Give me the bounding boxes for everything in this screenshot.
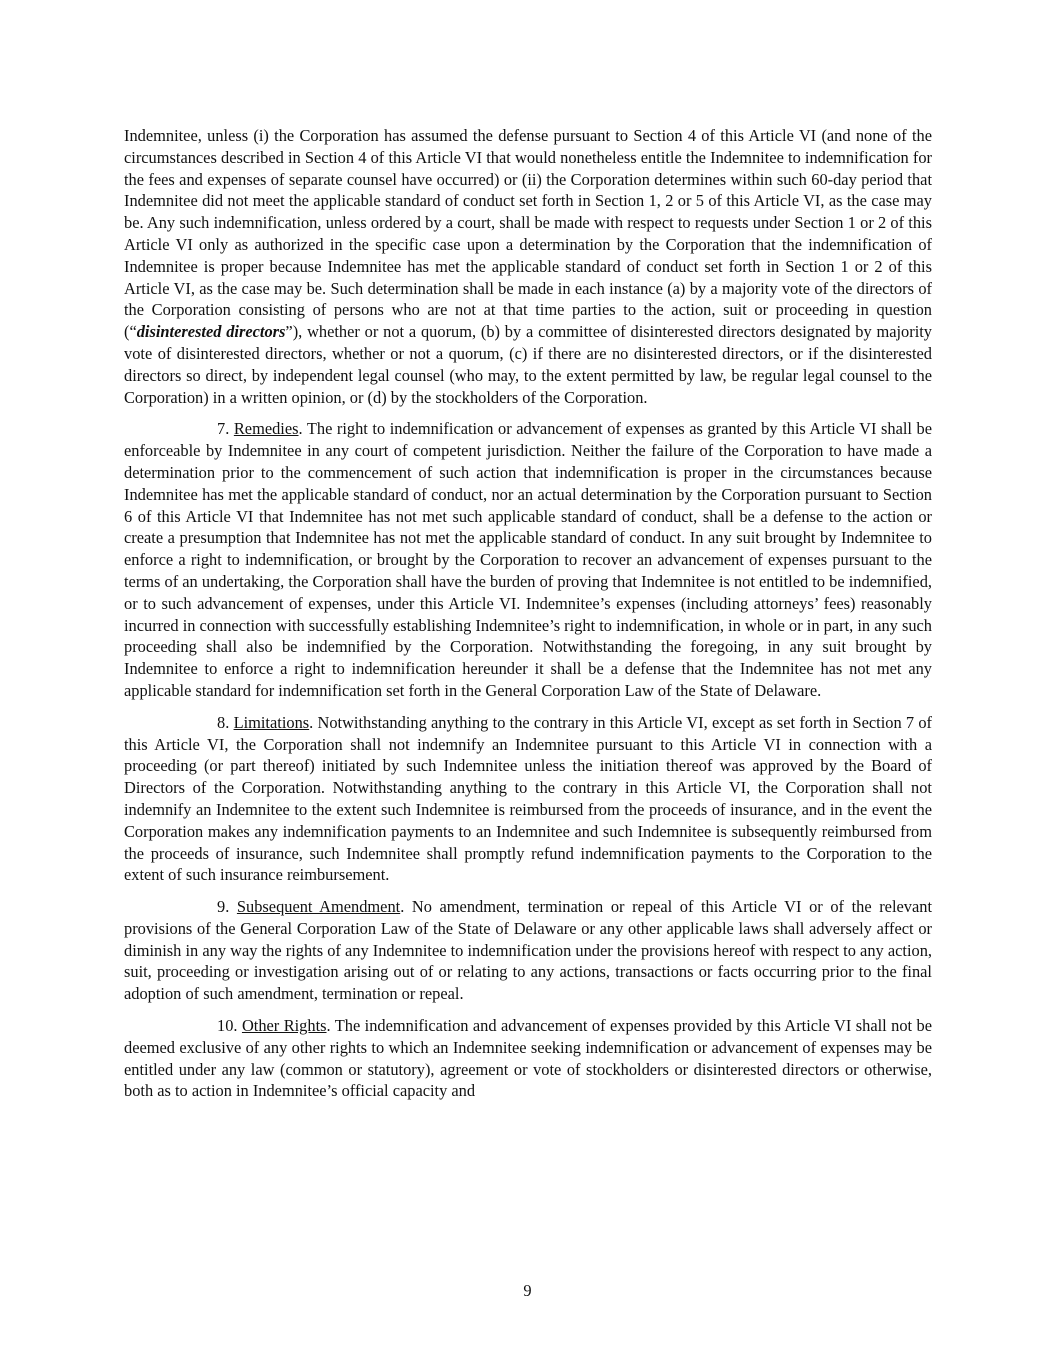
section-text: . No amendment, termination or repeal of this Article VI or of the relevant provisions of the General Corporation Law of the State of Delaware or any other applicable laws shall adversely affect or diminish in any way the rights of any Indemnitee to indemnification under the provisions hereof with respect to any action, suit, proceeding or investigation arising out of or relating to any actions, transactions or facts occurring prior to the final adoption of such amendment, termination or repeal. [124,897,932,1004]
section-9-subsequent-amendment [124,896,932,1005]
section-number: 9. [217,897,237,917]
section-number: 7. [217,419,234,439]
paragraph-continuation [124,125,932,408]
section-8-limitations [124,712,932,886]
section-number: 10. [217,1016,242,1036]
section-heading: Remedies [233,419,299,439]
paragraph-text: Indemnitee, unless (i) the Corporation has assumed the defense pursuant to Section 4 of this Article VI (and none of the circumstances described in Section 4 of this Article VI that would nonetheless entitle the Indemnitee to indemnification for the fees and expenses of separate counsel have occurred) or (ii) the Corporation determines within such 60-day period that Indemnitee did not meet the applicable standard of conduct set forth in Section 1, 2 or 5 of this Article VI, as the case may be. Any such indemnification, unless ordered by a court, shall be made with respect to requests under Section 1 or 2 of this Article VI only as authorized in the specific case upon a determination by the Corporation that the indemnification of Indemnitee is proper because Indemnitee has met the applicable standard of conduct set forth in Section 1 or 2 of this Article VI, as the case may be. Such determination shall be made in each instance (a) by a majority vote of the directors of the Corporation consisting of persons who are not at that time parties to the action, suit or proceeding in question (“ [124,126,932,342]
section-7-remedies [124,418,932,701]
section-text: . The right to indemnification or advancement of expenses as granted by this Article VI shall be enforceable by Indemnitee in any court of competent jurisdiction. Neither the failure of the Corporation to have made a determination prior to the commencement of such action that indemnification is proper in the circumstances because Indemnitee has met the applicable standard of conduct, nor an actual determination by the Corporation pursuant to Section 6 of this Article VI that Indemnitee has not met such applicable standard of conduct, shall be a defense to the action or create a presumption that Indemnitee has not met the applicable standard of conduct. In any suit brought by Indemnitee to enforce a right to indemnification, or brought by the Corporation to recover an advancement of expenses pursuant to the terms of an undertaking, the Corporation shall have the burden of proving that Indemnitee is not entitled to be indemnified, or to such advancement of expenses, under this Article VI. Indemnitee’s expenses (including attorneys’ fees) reasonably incurred in connection with successfully establishing Indemnitee’s right to indemnification, in whole or in part, in any such proceeding shall also be indemnified by the Corporation. Notwithstanding the foregoing, in any suit brought by Indemnitee to enforce a right to indemnification hereunder it shall be a defense that the Indemnitee has not met any applicable standard for indemnification set forth in the General Corporation Law of the State of Delaware. [124,419,933,700]
section-text: . Notwithstanding anything to the contrary in this Article VI, except as set forth in Section 7 of this Article VI, the Corporation shall not indemnify an Indemnitee pursuant to this Article VI in connection with a proceeding (or part thereof) initiated by such Indemnitee unless the initiation thereof was approved by the Board of Directors of the Corporation. Notwithstanding anything to the contrary in this Article VI, the Corporation shall not indemnify an Indemnitee to the extent such Indemnitee is reimbursed from the proceeds of insurance, and in the event the Corporation makes any indemnification payments to an Indemnitee and such Indemnitee is subsequently reimbursed from the proceeds of insurance, such Indemnitee shall promptly refund indemnification payments to the Corporation to the extent of such insurance reimbursement. [124,712,933,885]
defined-term: disinterested directors [136,322,286,342]
section-heading: Subsequent Amendment [236,897,401,917]
section-text: . The indemnification and advancement of expenses provided by this Article VI shall not be deemed exclusive of any other rights to which an Indemnitee seeking indemnification or advancement of expenses may be entitled under any law (common or statutory), agreement or vote of stockholders or disinterested directors or otherwise, both as to action in Indemnitee’s official capacity and [124,1016,932,1101]
section-heading: Limitations [233,712,310,732]
page-number: 9 [523,1281,532,1300]
document-body [124,125,932,1112]
section-10-other-rights [124,1015,932,1102]
paragraph-text: ”), whether or not a quorum, (b) by a committee of disinterested directors designated by majority vote of disinterested directors, whether or not a quorum, (c) if there are no disinterested directors, or if the disinterested directors so direct, by independent legal counsel (who may, to the extent permitted by law, be regular legal counsel to the Corporation) in a written opinion, or (d) by the stockholders of the Corporation. [124,322,933,407]
section-heading: Other Rights [241,1016,327,1036]
section-number: 8. [217,712,234,732]
